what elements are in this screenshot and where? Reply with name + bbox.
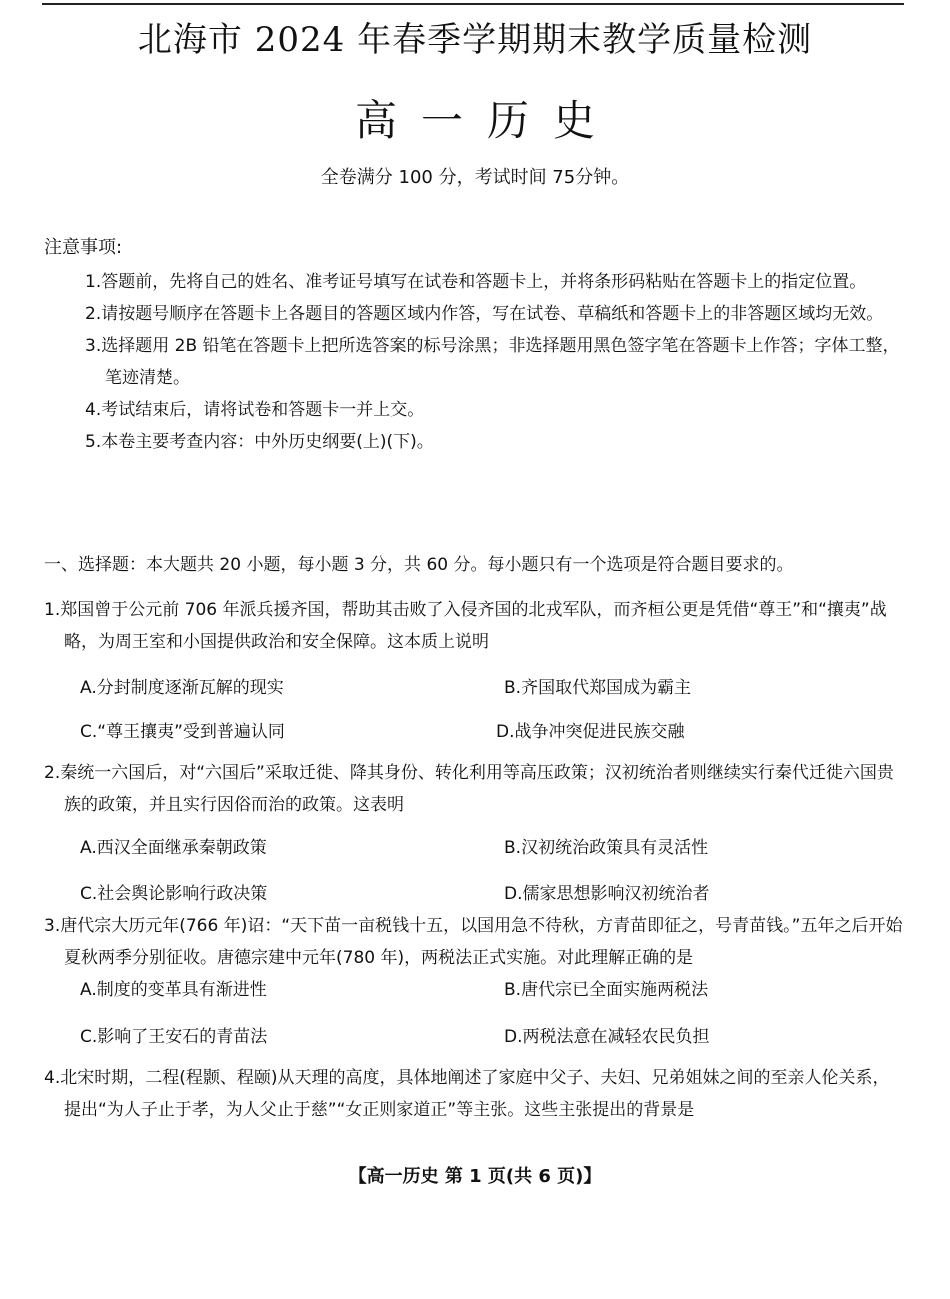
exam-title: 北海市 2024 年春季学期期末教学质量检测 <box>137 20 813 60</box>
question-4 <box>44 1062 906 1126</box>
section-heading: 一、选择题：本大题共 20 小题，每小题 3 分，共 60 分。每小题只有一个选项是符合题目要求的。 <box>44 555 794 575</box>
question-1 <box>44 594 906 658</box>
notice-item: 3.选择题用 2B 铅笔在答题卡上把所选答案的标号涂黑；非选择题用黑色签字笔在答题卡上作答；字体工整，笔迹清楚。 <box>85 336 900 388</box>
notice-title: 注意事项: <box>44 237 123 258</box>
top-rule <box>42 3 904 5</box>
option-d: D.儒家思想影响汉初统治者 <box>504 884 710 904</box>
option-a: A.分封制度逐渐瓦解的现实 <box>80 678 284 698</box>
option-d: D.战争冲突促进民族交融 <box>496 722 685 742</box>
option-b: B.齐国取代郑国成为霸主 <box>504 678 692 698</box>
notice-item: 5.本卷主要考查内容：中外历史纲要(上)(下)。 <box>85 432 434 452</box>
notice-list <box>85 266 905 458</box>
option-b: B.唐代宗已全面实施两税法 <box>504 980 709 1000</box>
question-3 <box>44 910 906 974</box>
question-stem: 4.北宋时期，二程(程颢、程颐)从天理的高度，具体地阐述了家庭中父子、夫妇、兄弟姐妹之间的至亲人伦关系，提出“为人子止于孝，为人父止于慈”“女正则家道正”等主张。这些主张提出的背景是 <box>44 1068 890 1120</box>
option-d: D.两税法意在减轻农民负担 <box>504 1027 710 1047</box>
subject-title: 高一历史 <box>354 96 619 145</box>
notice-item: 1.答题前，先将自己的姓名、准考证号填写在试卷和答题卡上，并将条形码粘贴在答题卡上的指定位置。 <box>85 272 867 292</box>
question-stem: 2.秦统一六国后，对“六国后”采取迁徙、降其身份、转化利用等高压政策；汉初统治者则继续实行秦代迁徙六国贵族的政策，并且实行因俗而治的政策。这表明 <box>44 763 894 815</box>
option-c: C.“尊王攘夷”受到普遍认同 <box>80 722 285 742</box>
exam-info: 全卷满分 100 分，考试时间 75分钟。 <box>320 167 630 188</box>
option-b: B.汉初统治政策具有灵活性 <box>504 838 709 858</box>
notice-item: 4.考试结束后，请将试卷和答题卡一并上交。 <box>85 400 425 420</box>
option-c: C.影响了王安石的青苗法 <box>80 1027 268 1047</box>
question-2 <box>44 757 906 821</box>
question-stem: 1.郑国曾于公元前 706 年派兵援齐国，帮助其击败了入侵齐国的北戎军队，而齐桓公更是凭借“尊王”和“攘夷”战略，为周王室和小国提供政治和安全保障。这本质上说明 <box>44 600 887 652</box>
option-c: C.社会舆论影响行政决策 <box>80 884 268 904</box>
option-a: A.制度的变革具有渐进性 <box>80 980 267 1000</box>
option-a: A.西汉全面继承秦朝政策 <box>80 838 267 858</box>
question-stem: 3.唐代宗大历元年(766 年)诏：“天下苗一亩税钱十五，以国用急不待秋，方青苗即征之，号青苗钱。”五年之后开始夏秋两季分别征收。唐德宗建中元年(780 年)，两税法正式实施。对此理解正确的是 <box>44 916 903 968</box>
page-footer: 【高一历史 第 1 页(共 6 页)】 <box>348 1166 602 1187</box>
notice-item: 2.请按题号顺序在答题卡上各题目的答题区域内作答，写在试卷、草稿纸和答题卡上的非答题区域均无效。 <box>85 304 884 324</box>
